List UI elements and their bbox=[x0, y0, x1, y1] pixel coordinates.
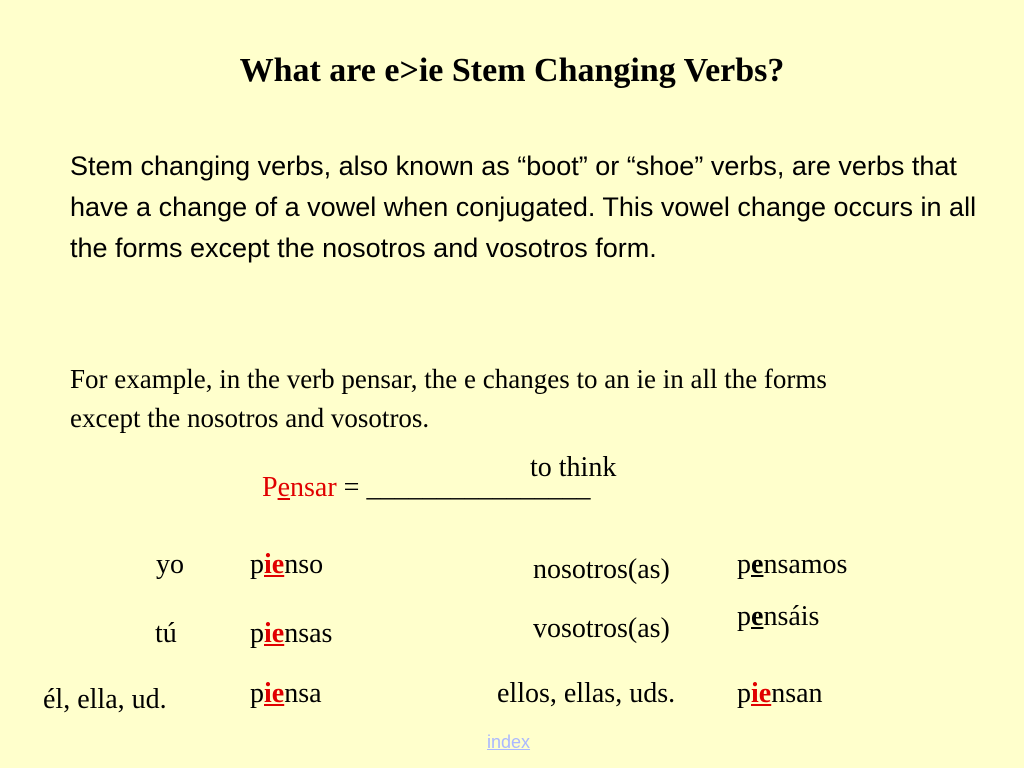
stem-change: ie bbox=[264, 549, 285, 580]
example-paragraph: For example, in the verb pensar, the e changes to an ie in all the forms except the nosotros and vosotros. bbox=[70, 364, 827, 433]
form-vosotros: pensáis bbox=[737, 601, 820, 632]
verb-stem-vowel: e bbox=[277, 472, 291, 503]
pronoun-tu: tú bbox=[155, 618, 177, 649]
index-link[interactable]: index bbox=[487, 732, 531, 752]
verb-suffix: nsar bbox=[290, 472, 337, 503]
pronoun-yo: yo bbox=[156, 549, 184, 580]
verb-prefix: P bbox=[262, 472, 278, 503]
stem-change: ie bbox=[751, 678, 772, 709]
form-el: piensa bbox=[250, 678, 322, 709]
stem-change: ie bbox=[264, 678, 285, 709]
verb-meaning: to think bbox=[530, 452, 617, 483]
intro-paragraph: Stem changing verbs, also known as “boot” or “shoe” verbs, are verbs that have a change of a vowel when conjugated. This vowel change occurs in all the forms except the nosotros and vosotros form. bbox=[70, 151, 977, 263]
pronoun-vosotros: vosotros(as) bbox=[533, 613, 670, 644]
pronoun-nosotros: nosotros(as) bbox=[533, 554, 670, 585]
verb-blank: = ________________ bbox=[336, 472, 591, 503]
form-yo: pienso bbox=[250, 549, 324, 580]
pronoun-ellos: ellos, ellas, uds. bbox=[497, 678, 676, 709]
stem-vowel: e bbox=[751, 549, 764, 580]
pronoun-el: él, ella, ud. bbox=[43, 684, 167, 715]
form-ellos: piensan bbox=[737, 678, 823, 709]
verb-definition bbox=[262, 472, 590, 504]
page-title: What are e>ie Stem Changing Verbs? bbox=[239, 52, 785, 89]
stem-vowel: e bbox=[751, 601, 764, 632]
form-tu: piensas bbox=[250, 618, 333, 649]
stem-change: ie bbox=[264, 618, 285, 649]
form-nosotros: pensamos bbox=[737, 549, 848, 580]
